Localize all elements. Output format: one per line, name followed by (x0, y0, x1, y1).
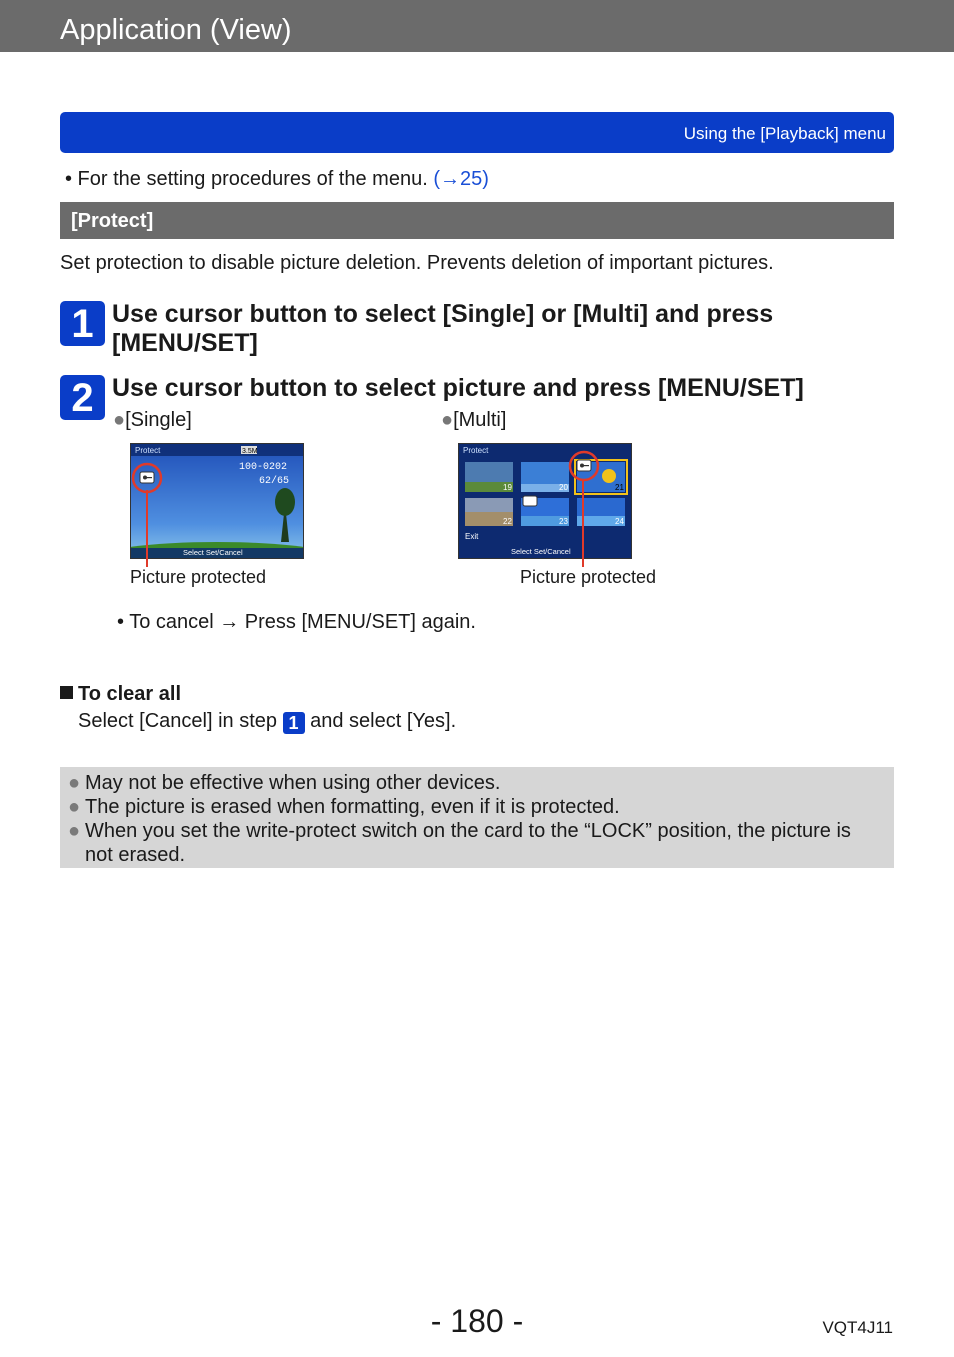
multi-pointer-line (582, 479, 584, 567)
multi-screen-svg (459, 444, 631, 558)
note-text: May not be effective when using other devices. (85, 772, 501, 794)
clear-all-text-before: Select [Cancel] in step (78, 710, 283, 732)
option-multi-text: [Multi] (453, 409, 507, 431)
intro-note-text: • For the setting procedures of the menu. (65, 168, 434, 190)
note-item (68, 819, 883, 867)
multi-thumb-num: 21 (615, 483, 624, 492)
clear-all-heading (60, 683, 181, 706)
note-text: When you set the write-protect switch on the card to the “LOCK” position, the picture is not erased. (85, 820, 851, 866)
square-bullet-icon (60, 686, 73, 699)
single-screen-count: 62/65 (259, 476, 290, 487)
single-screen-image (130, 443, 304, 559)
notes-box (60, 767, 894, 868)
single-screen-footer: Select Set/Cancel (183, 548, 243, 557)
cancel-note: • To cancel → Press [MENU/SET] again. (117, 611, 476, 633)
note-item (68, 771, 883, 795)
step-2-badge: 2 (60, 375, 105, 420)
step-1-line-1: Use cursor button to select [Single] or [Multi] and press (112, 300, 774, 328)
bullet-icon: ● (68, 820, 81, 842)
single-pointer-line (146, 490, 148, 567)
single-screen-svg (131, 444, 303, 558)
step-1-text (112, 300, 892, 358)
single-screen-size: 3.5M (242, 448, 258, 455)
section-description: Set protection to disable picture deletion. Prevents deletion of important pictures. (60, 252, 774, 274)
clear-all-text (78, 710, 456, 734)
single-caption: Picture protected (130, 567, 267, 587)
multi-thumb-num: 22 (503, 517, 512, 526)
step-1-line-2: [MENU/SET] (112, 329, 258, 357)
menu-banner (60, 112, 894, 153)
page-number: - 180 - (430, 1303, 524, 1339)
multi-screen-title: Protect (463, 446, 489, 455)
single-screen-file: 100-0202 (239, 462, 288, 473)
page-ref-link[interactable]: (→25) (433, 168, 489, 190)
option-single-text: [Single] (125, 409, 192, 431)
option-single-label (113, 409, 192, 432)
section-title: [Protect] (71, 210, 154, 232)
step-2-text: Use cursor button to select picture and press [MENU/SET] (112, 374, 804, 402)
bullet-icon: ● (441, 409, 454, 431)
clear-all-text-after: and select [Yes]. (304, 710, 457, 732)
step-1-badge: 1 (60, 301, 105, 346)
multi-screen-image (458, 443, 632, 559)
intro-note (65, 168, 489, 191)
note-text: The picture is erased when formatting, even if it is protected. (85, 796, 620, 818)
single-screen-title: Protect (135, 446, 161, 455)
clear-all-heading-text: To clear all (78, 683, 182, 705)
document-code: VQT4J11 (822, 1318, 893, 1337)
multi-caption: Picture protected (520, 567, 657, 587)
bullet-icon: ● (68, 772, 81, 794)
multi-thumb-num: 20 (559, 483, 568, 492)
note-item (68, 795, 883, 819)
section-bar (60, 202, 894, 239)
multi-thumb-num: 24 (615, 517, 624, 526)
multi-screen-footer: Select Set/Cancel (511, 547, 571, 556)
page-title: Application (View) (60, 14, 292, 46)
bullet-icon: ● (68, 796, 81, 818)
step-ref-badge: 1 (283, 712, 305, 734)
menu-banner-label: Using the [Playback] menu (683, 124, 886, 143)
bullet-icon: ● (113, 409, 126, 431)
option-multi-label (441, 409, 506, 432)
multi-screen-exit: Exit (465, 532, 479, 541)
multi-thumb-num: 23 (559, 517, 568, 526)
multi-thumb-num: 19 (503, 483, 512, 492)
